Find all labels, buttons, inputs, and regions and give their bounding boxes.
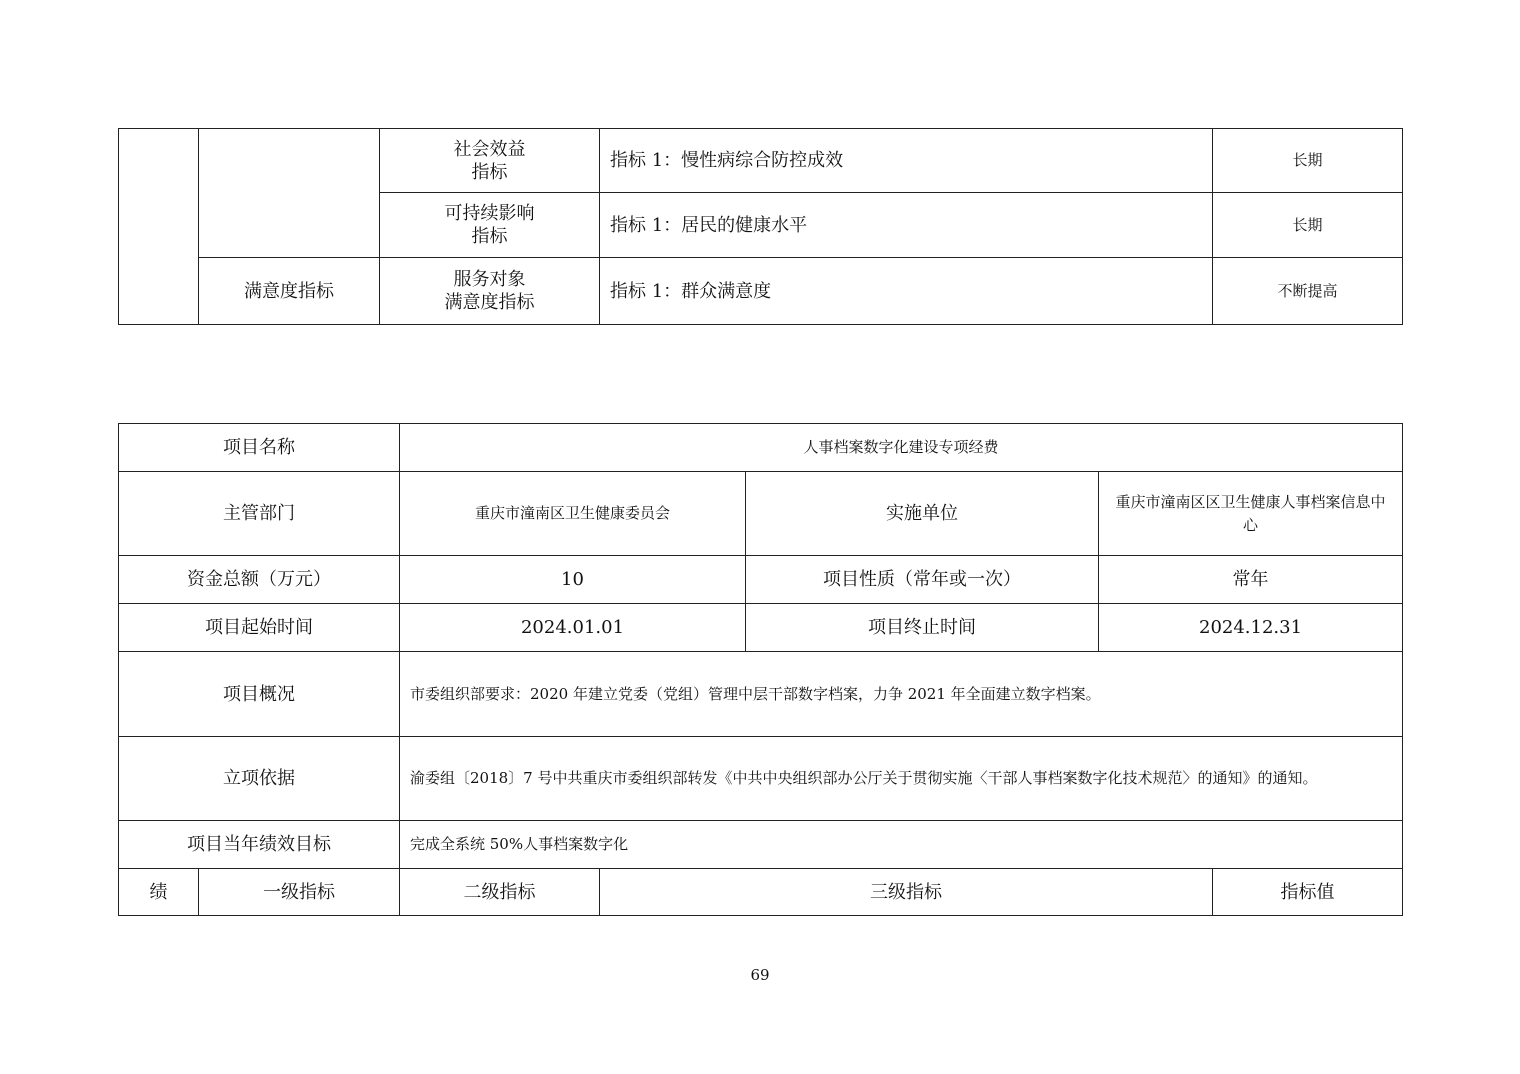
project-nature-value: 常年: [1099, 556, 1403, 604]
level2-indicator-text: 可持续影响: [444, 203, 535, 224]
table-header-row: [119, 869, 1403, 916]
basis-label: 立项依据: [119, 737, 400, 821]
annual-goal-label: 项目当年绩效目标: [119, 821, 400, 869]
end-date-label: 项目终止时间: [746, 604, 1099, 652]
level1-indicator-cell: [199, 129, 380, 258]
header-level3-indicator: 三级指标: [600, 869, 1213, 916]
table-row: [119, 556, 1403, 604]
header-level1-indicator: 一级指标: [199, 869, 400, 916]
fund-total-label: 资金总额（万元）: [119, 556, 400, 604]
impl-unit-value: 重庆市潼南区区卫生健康人事档案信息中心: [1099, 472, 1403, 556]
start-date-value: 2024.01.01: [400, 604, 746, 652]
dept-label: 主管部门: [119, 472, 400, 556]
header-performance: 绩: [119, 869, 199, 916]
level3-indicator-cell: 指标 1：慢性病综合防控成效: [600, 129, 1213, 193]
project-name-label: 项目名称: [119, 424, 400, 472]
indicator-value-cell: 不断提高: [1213, 258, 1403, 325]
level2-indicator-cell: [380, 258, 600, 325]
indicator-value-cell: 长期: [1213, 129, 1403, 193]
table-row: [119, 737, 1403, 821]
dept-value: 重庆市潼南区卫生健康委员会: [400, 472, 746, 556]
table-row: [119, 604, 1403, 652]
impl-unit-label: 实施单位: [746, 472, 1099, 556]
end-date-value: 2024.12.31: [1099, 604, 1403, 652]
indicator-value-cell: 长期: [1213, 193, 1403, 258]
header-indicator-value: 指标值: [1213, 869, 1403, 916]
level3-indicator-cell: 指标 1：居民的健康水平: [600, 193, 1213, 258]
level2-indicator-cell: [380, 129, 600, 193]
project-performance-table: [118, 423, 1403, 916]
table-row: [119, 129, 1403, 193]
project-name-value: 人事档案数字化建设专项经费: [400, 424, 1403, 472]
level2-indicator-text: 指标: [471, 161, 508, 183]
overview-value: 市委组织部要求：2020 年建立党委（党组）管理中层干部数字档案，力争 2021 年全面建立数字档案。: [400, 652, 1403, 737]
page-number: 69: [750, 966, 770, 984]
table-row: [119, 424, 1403, 472]
table-row: [119, 472, 1403, 556]
overview-label: 项目概况: [119, 652, 400, 737]
level1-indicator-cell: 满意度指标: [199, 258, 380, 325]
performance-category-cell: [119, 129, 199, 325]
table-row: [119, 652, 1403, 737]
level2-indicator-text: 指标: [471, 226, 508, 247]
level2-indicator-text: 社会效益: [453, 138, 526, 160]
fund-total-value: 10: [400, 556, 746, 604]
header-level2-indicator: 二级指标: [400, 869, 600, 916]
table-row: [119, 821, 1403, 869]
annual-goal-value: 完成全系统 50%人事档案数字化: [400, 821, 1403, 869]
level2-indicator-text: 服务对象: [453, 269, 526, 290]
level2-indicator-cell: [380, 193, 600, 258]
basis-value: 渝委组〔2018〕7 号中共重庆市委组织部转发《中共中央组织部办公厅关于贯彻实施〈干部人事档案数字化技术规范〉的通知》的通知。: [400, 737, 1403, 821]
table-row: [119, 258, 1403, 325]
project-nature-label: 项目性质（常年或一次）: [746, 556, 1099, 604]
level2-indicator-text: 满意度指标: [444, 292, 535, 313]
start-date-label: 项目起始时间: [119, 604, 400, 652]
level3-indicator-cell: 指标 1：群众满意度: [600, 258, 1213, 325]
performance-indicator-table-continued: [118, 128, 1403, 325]
